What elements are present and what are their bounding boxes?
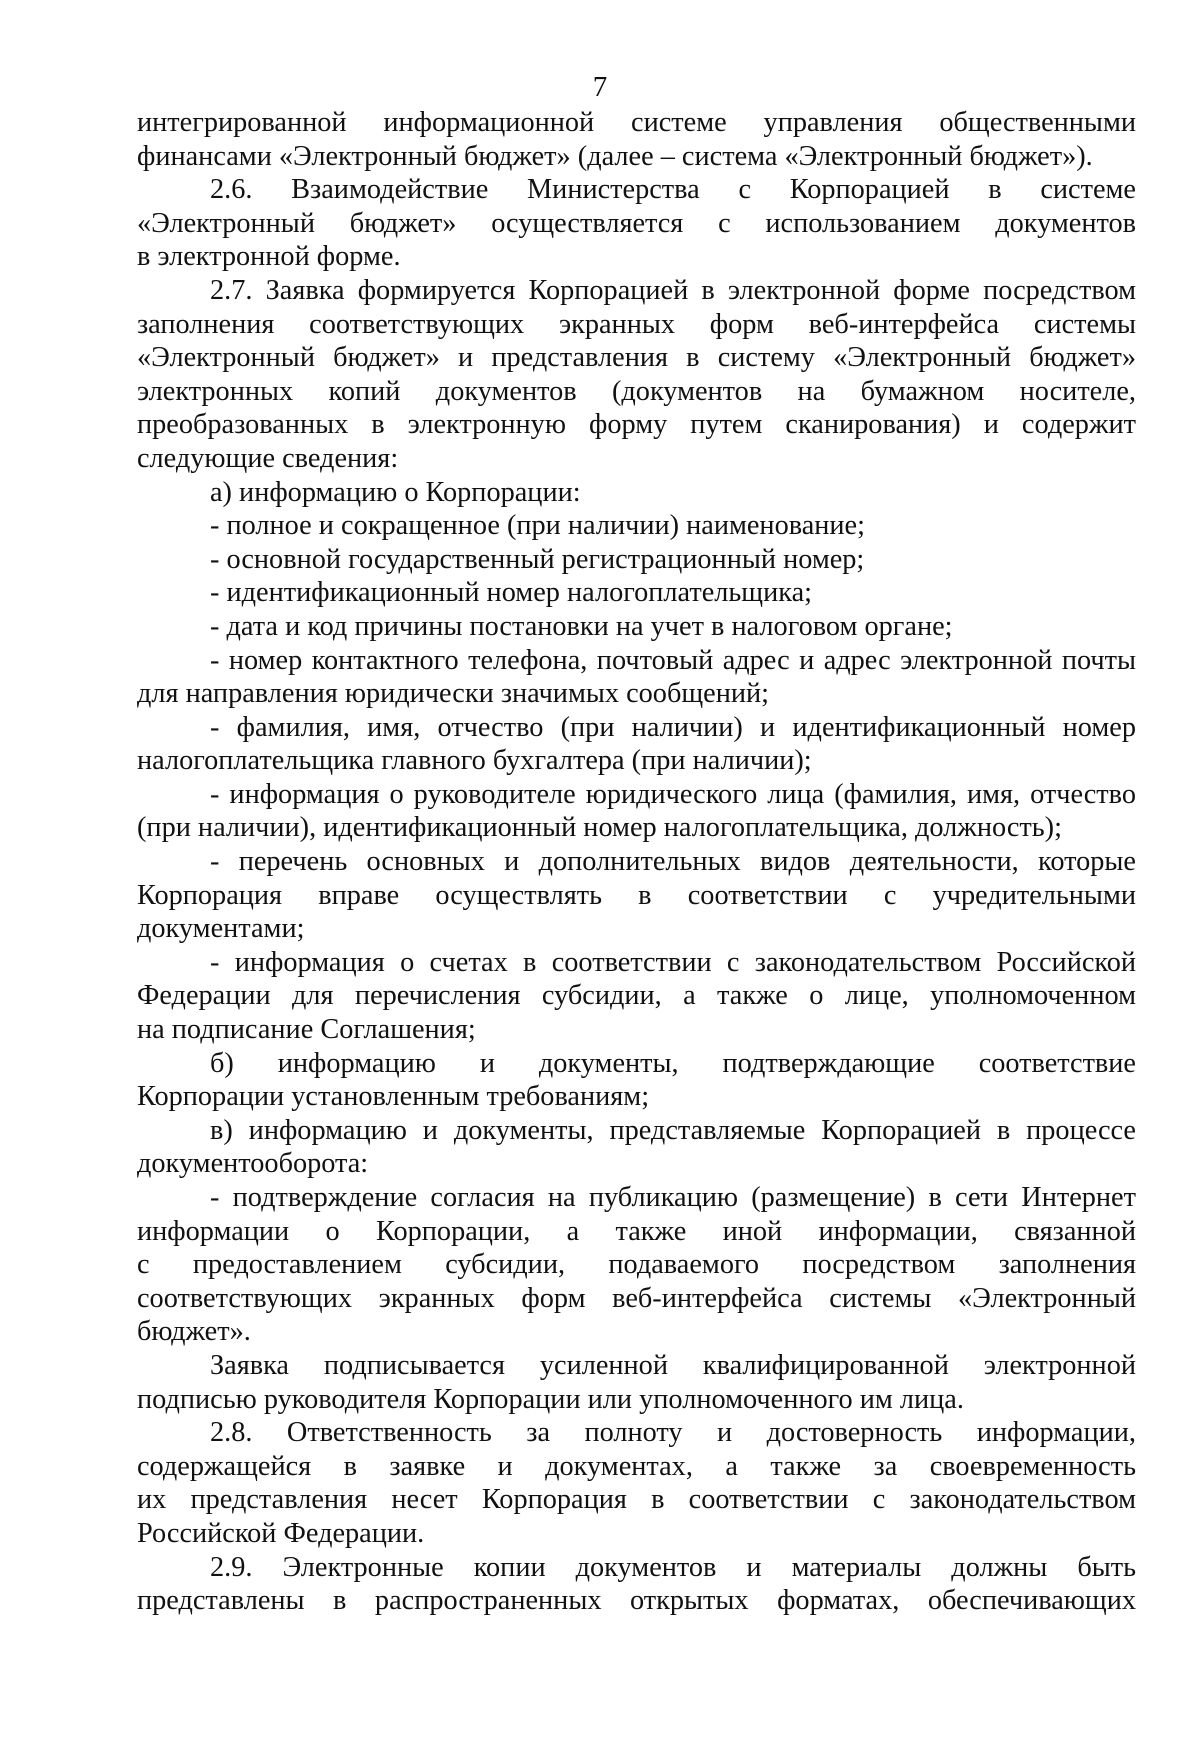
- text-line: подписью руководителя Корпорации или уполномоченного им лица.: [137, 1383, 964, 1415]
- text-line: содержащейся в заявке и документах, а также за своевременность: [137, 1450, 1136, 1482]
- text-line: интегрированной информационной системе управления общественными: [137, 107, 1136, 138]
- text-line: - информация о счетах в соответствии с законодательством Российской: [210, 946, 1136, 978]
- text-line: - номер контактного телефона, почтовый адрес и адрес электронной почты: [210, 644, 1136, 676]
- text-line: документами;: [137, 913, 305, 945]
- text-line: 2.7. Заявка формируется Корпорацией в электронной форме посредством: [210, 274, 1136, 306]
- text-line: Корпорации установленным требованиям;: [137, 1081, 650, 1113]
- text-line: 2.9. Электронные копии документов и материалы должны быть: [210, 1551, 1136, 1583]
- document-body: [137, 106, 1136, 1618]
- text-line: Российской Федерации.: [137, 1517, 425, 1549]
- text-line: налогоплательщика главного бухгалтера (при наличии);: [137, 745, 812, 777]
- text-line: финансами «Электронный бюджет» (далее – система «Электронный бюджет»).: [137, 140, 1093, 172]
- text-line: - основной государственный регистрационный номер;: [210, 543, 865, 575]
- text-line: 2.6. Взаимодействие Министерства с Корпорацией в системе: [210, 174, 1136, 206]
- text-line: следующие сведения:: [137, 442, 399, 474]
- text-line: (при наличии), идентификационный номер налогоплательщика, должность);: [137, 812, 1062, 844]
- text-line: - фамилия, имя, отчество (при наличии) и идентификационный номер: [210, 711, 1136, 743]
- text-line: документооборота:: [137, 1148, 369, 1180]
- text-line: а) информацию о Корпорации:: [210, 476, 581, 508]
- text-line: представлены в распространенных открытых форматах, обеспечивающих: [137, 1585, 1136, 1617]
- text-line: Заявка подписывается усиленной квалифицированной электронной: [210, 1349, 1136, 1381]
- text-line: преобразованных в электронную форму путем сканирования) и содержит: [137, 409, 1136, 441]
- text-line: - информация о руководителе юридического лица (фамилия, имя, отчество: [210, 778, 1136, 810]
- text-line: - перечень основных и дополнительных видов деятельности, которые: [210, 846, 1136, 878]
- text-line: «Электронный бюджет» осуществляется с использованием документов: [137, 207, 1136, 239]
- text-line: Федерации для перечисления субсидии, а также о лице, уполномоченном: [137, 980, 1136, 1012]
- text-line: электронных копий документов (документов на бумажном носителе,: [137, 375, 1136, 407]
- text-line: информации о Корпорации, а также иной информации, связанной: [137, 1215, 1136, 1247]
- text-line: бюджет».: [137, 1316, 251, 1348]
- text-line: - дата и код причины постановки на учет в налоговом органе;: [210, 610, 953, 642]
- text-line: для направления юридически значимых сообщений;: [137, 678, 769, 710]
- text-line: с предоставлением субсидии, подаваемого посредством заполнения: [137, 1249, 1136, 1281]
- text-line: «Электронный бюджет» и представления в систему «Электронный бюджет»: [137, 342, 1136, 374]
- text-line: - подтверждение согласия на публикацию (размещение) в сети Интернет: [210, 1182, 1136, 1213]
- text-line: б) информацию и документы, подтверждающие соответствие: [210, 1047, 1136, 1079]
- text-line: заполнения соответствующих экранных форм веб-интерфейса системы: [137, 308, 1136, 340]
- text-line: - полное и сокращенное (при наличии) наименование;: [210, 510, 865, 542]
- text-line: соответствующих экранных форм веб-интерфейса системы «Электронный: [137, 1282, 1136, 1314]
- text-line: Корпорация вправе осуществлять в соответствии с учредительными: [137, 879, 1136, 911]
- text-line: в) информацию и документы, представляемые Корпорацией в процессе: [210, 1114, 1136, 1146]
- text-line: 2.8. Ответственность за полноту и достоверность информации,: [210, 1417, 1136, 1449]
- page-number: 7: [592, 71, 608, 103]
- text-line: - идентификационный номер налогоплательщика;: [210, 577, 812, 609]
- text-line: в электронной форме.: [137, 241, 401, 273]
- text-line: их представления несет Корпорация в соответствии с законодательством: [137, 1484, 1136, 1516]
- text-line: на подписание Соглашения;: [137, 1014, 476, 1046]
